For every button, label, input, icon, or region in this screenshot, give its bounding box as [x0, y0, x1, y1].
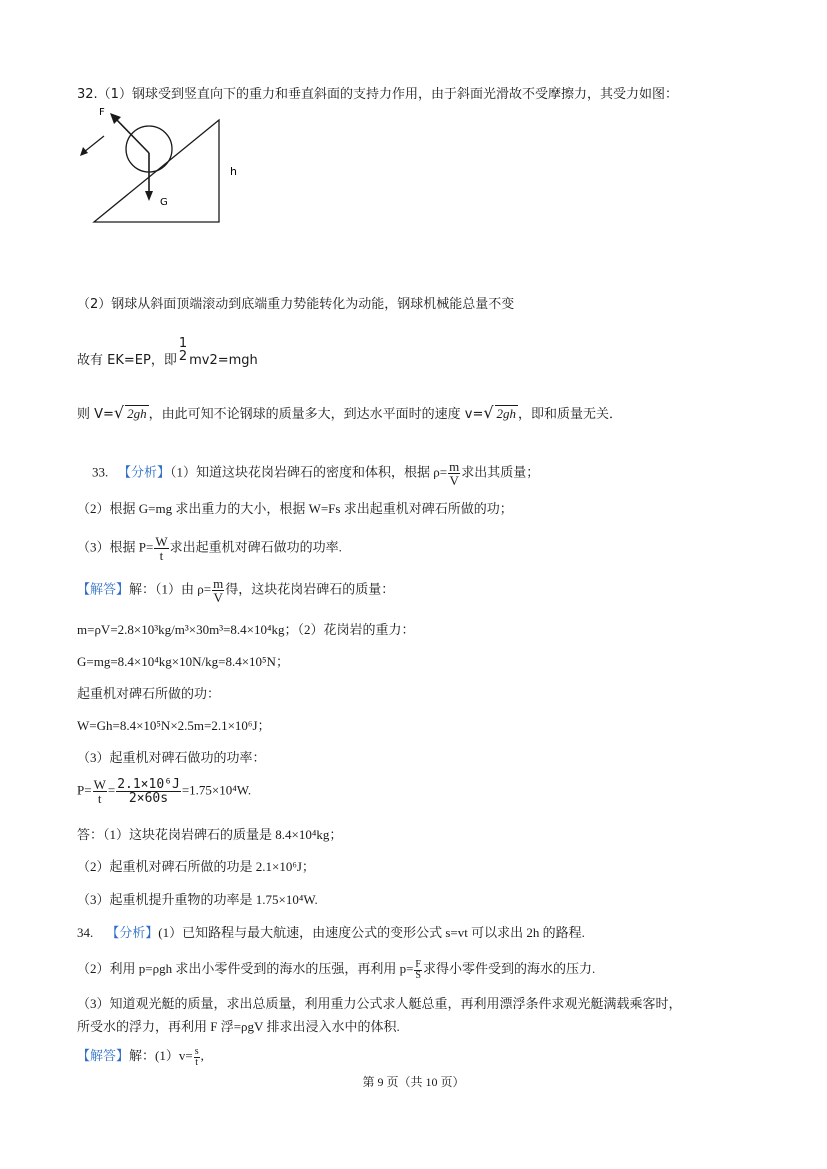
force-G-arrowhead	[145, 191, 153, 201]
q33-solution-3: G=mg=8.4×10⁴kg×10N/kg=8.4×10⁵N；	[77, 654, 289, 669]
q32-line2: （2）钢球从斜面顶端滚动到底端重力势能转化为动能，钢球机械能总量不变	[77, 297, 515, 312]
q33-solution-5: W=Gh=8.4×10⁵N×2.5m=2.1×10⁶J；	[77, 718, 271, 733]
q34-analysis-3b: 所受水的浮力，再利用 F 浮=ρgV 排求出浸入水中的体积.	[77, 1019, 400, 1034]
q33-answer-1: 答：（1）这块花岗岩碑石的质量是 8.4×10⁴kg；	[77, 827, 343, 842]
q34-analysis-2: （2）利用 p=ρgh 求出小零件受到的海水的压强，再利用 p= $\frac{F}{S}$ 求得小零件受到的海水的压力.	[77, 958, 596, 981]
q34-solution-1: 【解答】解：(1）v= $\frac{s}{t}$ ,	[77, 1045, 204, 1068]
label-G: G	[160, 197, 168, 208]
q33-solution-7: P= $\frac{W}{t}$ = $\frac{\text{2.1×10⁶J}}{2\times 60s}$ =1.75×10⁴W.	[77, 777, 252, 806]
page-footer: 第 9 页（共 10 页）	[362, 1075, 465, 1089]
q33-solution-2: m=ρV=2.8×10³kg/m³×30m³=8.4×10⁴kg；（2）花岗岩的重力：	[77, 622, 415, 637]
q32-line1: 32.（1）钢球受到竖直向下的重力和垂直斜面的支持力作用，由于斜面光滑故不受摩擦力，其受力如图：	[77, 87, 678, 102]
q32-line3: 故有 EK=EP，即 1 2 mv2=mgh	[77, 336, 258, 368]
half-fraction: 1 2	[178, 336, 188, 364]
q34-analysis-1: 34. 【分析】(1）已知路程与最大航速，由速度公式的变形公式 s=vt 可以求出 2h 的路程.	[77, 925, 585, 940]
label-F: F	[99, 107, 105, 118]
q33-answer-2: （2）起重机对碑石所做的功是 2.1×10⁶J；	[77, 859, 315, 874]
roll-direction-arrowhead	[80, 147, 88, 156]
incline-force-diagram	[74, 95, 244, 230]
label-h: h	[230, 165, 237, 178]
q32-line4: 则 V=√ 2gh ，由此可知不论钢球的质量多大，到达水平面时的速度 v=√ 2gh ，即和质量无关．	[77, 403, 623, 422]
q33-solution-1: 【解答】解：（1）由 ρ= $\frac{m}{V}$ 得，这块花岗岩碑石的质量：	[77, 576, 395, 605]
q33-solution-6: （3）起重机对碑石做功的功率：	[77, 750, 266, 765]
q33-analysis-3: （3）根据 P= $\frac{W}{t}$ 求出起重机对碑石做功的功率.	[77, 534, 342, 563]
q33-solution-4: 起重机对碑石所做的功：	[77, 686, 221, 701]
q33-answer-3: （3）起重机提升重物的功率是 1.75×10⁴W.	[77, 892, 318, 907]
q34-analysis-3a: （3）知道观光艇的质量，求出总质量，利用重力公式求人艇总重，再利用漂浮条件求观光艇满载乘客时，	[77, 996, 682, 1011]
q33-analysis-2: （2）根据 G=mg 求出重力的大小，根据 W=Fs 求出起重机对碑石所做的功；	[77, 501, 513, 516]
q33-analysis-1: 33. 【分析】（1）知道这块花岗岩碑石的密度和体积，根据 ρ= $\frac{m}{V}$ 求出其质量；	[92, 459, 540, 488]
